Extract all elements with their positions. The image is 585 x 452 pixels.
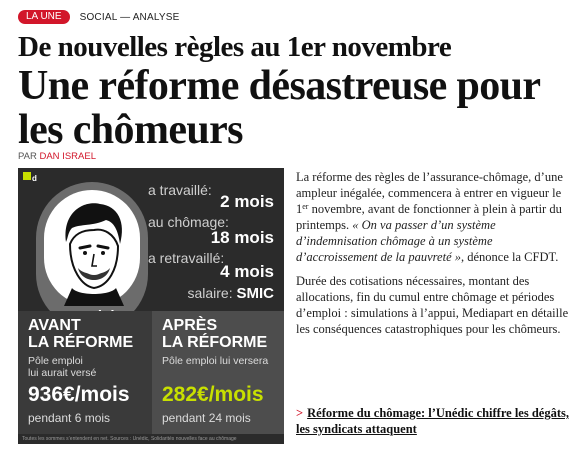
before-duration: pendant 6 mois xyxy=(28,411,111,425)
stat-worked-label: a travaillé: xyxy=(148,182,212,198)
salary-label: salaire: xyxy=(187,285,233,301)
rubric-badge[interactable]: LA UNE xyxy=(18,10,70,24)
stat-reworked-label: a retravaillé: xyxy=(148,250,225,266)
before-reform-panel xyxy=(18,311,152,434)
stat-worked-value: 2 mois xyxy=(220,192,274,211)
logo-letter: d xyxy=(32,174,37,183)
paragraph-1 xyxy=(296,169,570,265)
stat-unemployed-value: 18 mois xyxy=(210,228,274,247)
before-title-2: LA RÉFORME xyxy=(28,334,134,351)
paragraph-2: Durée des cotisations nécessaires, montant des allocations, fin du cumul entre chômage et périodes d’emploi : simulations à l’appui, Mediapart en détaille les conséquences catastrophiques pour les chômeurs. xyxy=(296,274,569,336)
related-article-link[interactable]: Réforme du chômage: l’Unédic chiffre les dégâts, les syndicats attaquent xyxy=(296,406,569,436)
article-meta xyxy=(18,10,179,24)
stat-reworked-value: 4 mois xyxy=(220,262,274,281)
byline-prefix: PAR xyxy=(18,151,37,162)
after-duration: pendant 24 mois xyxy=(162,411,251,425)
after-reform-panel xyxy=(152,311,284,434)
section-label[interactable]: SOCIAL — ANALYSE xyxy=(79,11,180,23)
infographic-image[interactable] xyxy=(18,168,284,444)
before-title-1: AVANT xyxy=(28,317,81,334)
before-sub-1: Pôle emploi xyxy=(28,355,83,367)
byline xyxy=(18,151,96,162)
salary-line xyxy=(187,285,274,302)
face-illustration xyxy=(44,190,140,306)
author-link[interactable]: DAN ISRAEL xyxy=(39,151,96,162)
after-title-2: LA RÉFORME xyxy=(162,334,268,351)
related-arrow-icon: > xyxy=(296,406,304,420)
related-article xyxy=(296,405,570,437)
face-icon xyxy=(44,190,140,306)
infographic-footnote: Toutes les sommes s’entendent en net. Sources : Unédic, Solidarités nouvelles face au chômage xyxy=(22,436,237,442)
salary-value: SMIC xyxy=(236,285,274,302)
stat-unemployed-label: au chômage: xyxy=(148,214,229,230)
article-kicker: De nouvelles règles au 1er novembre xyxy=(18,31,452,63)
para1-part-a: La réforme des règles de l’assurance-chômage, d’une ampleur inégalée, commencera à entrer en vigueur le 1 xyxy=(296,170,563,216)
para1-part-c: , dénonce la CFDT. xyxy=(461,250,559,264)
after-title-1: APRÈS xyxy=(162,317,218,334)
portrait-frame xyxy=(36,182,148,330)
after-sub-1: Pôle emploi lui versera xyxy=(162,355,269,367)
article-title[interactable]: Une réforme désastreuse pour les chômeurs xyxy=(18,63,540,153)
before-sub-2: lui aurait versé xyxy=(28,367,97,379)
article-body xyxy=(296,169,570,345)
after-amount: 282€/mois xyxy=(162,383,264,406)
para1-sup: er xyxy=(302,202,309,211)
logo-square-icon xyxy=(23,172,31,180)
para1-part-b: novembre, avant de fonctionner à plein à partir du printemps. xyxy=(296,202,562,232)
para1-quote: « On va passer d’un système d’indemnisation chômage à un système d’accroissement de la pauvreté » xyxy=(296,218,496,264)
before-amount: 936€/mois xyxy=(28,383,130,406)
